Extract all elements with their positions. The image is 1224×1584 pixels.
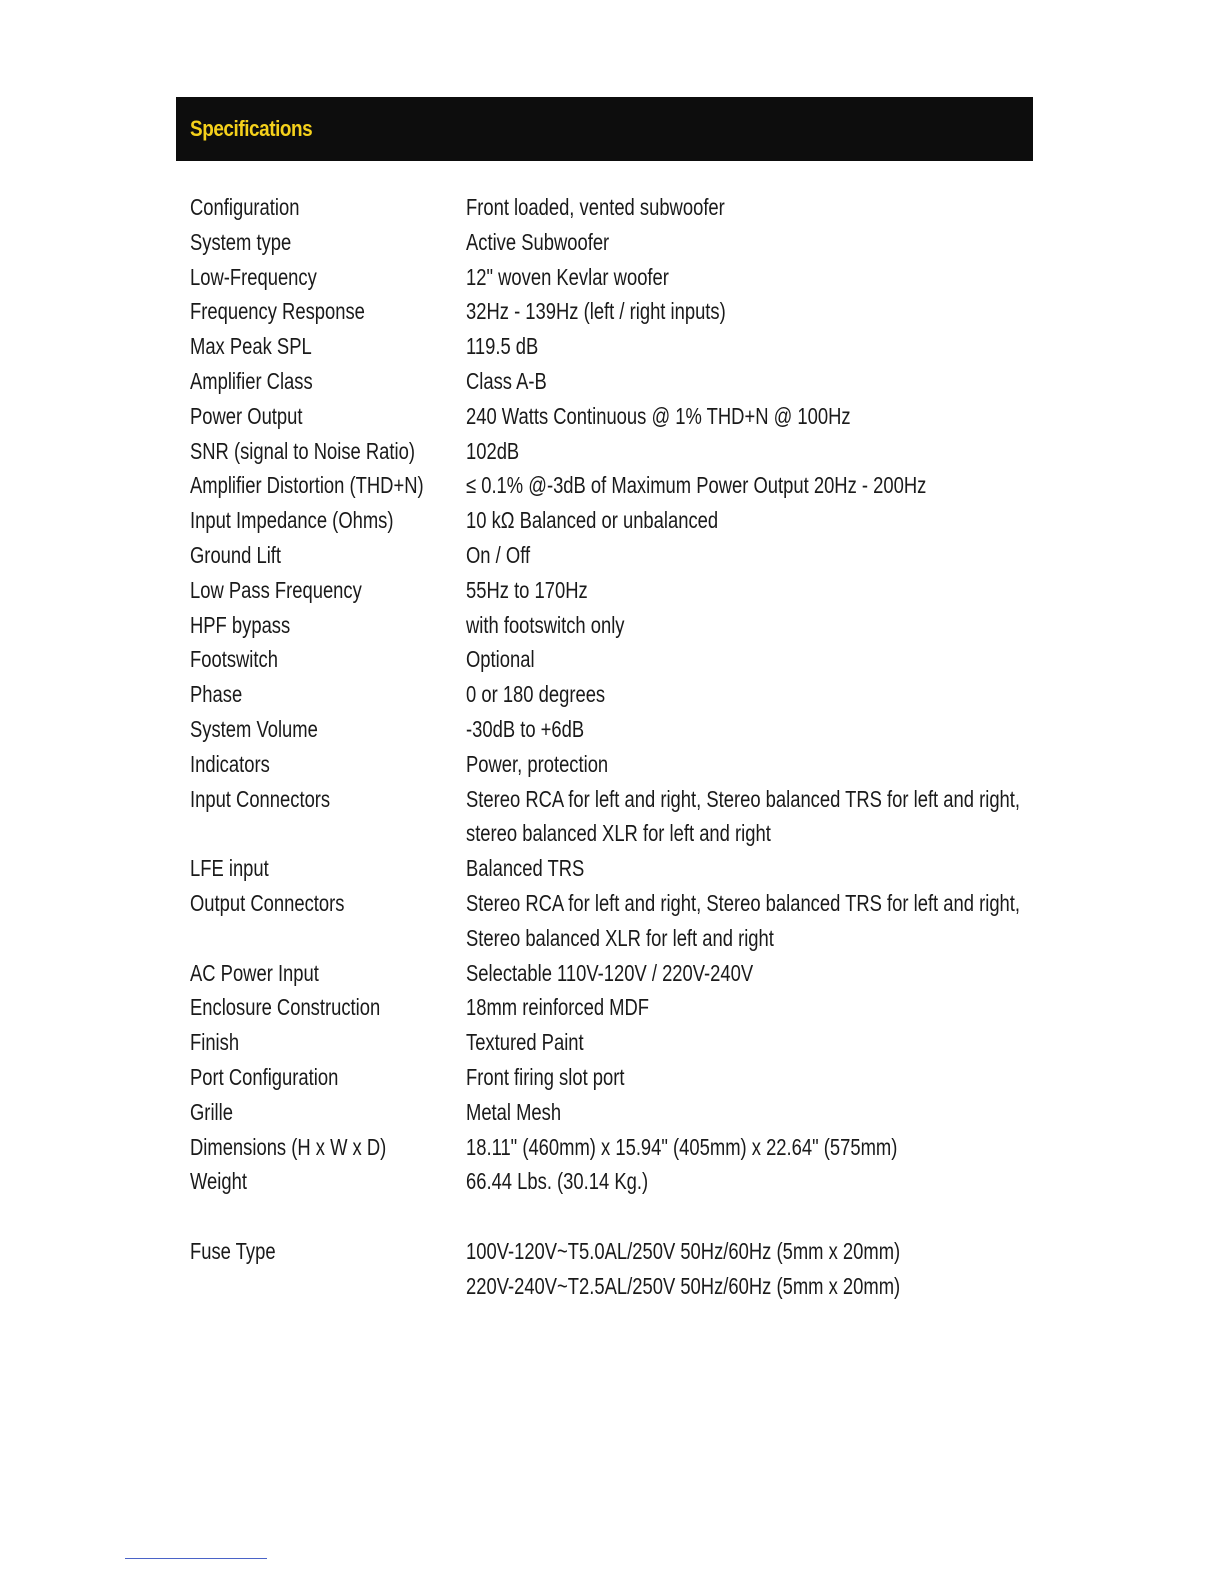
spec-label: Output Connectors <box>190 889 345 916</box>
spec-value: 119.5 dB <box>466 333 539 360</box>
spec-value: 102dB <box>466 437 520 464</box>
spec-values <box>466 399 1020 434</box>
spec-values <box>466 538 1020 573</box>
spec-value: Power, protection <box>466 750 609 777</box>
spec-values <box>466 1234 1020 1304</box>
spec-row <box>190 225 1020 260</box>
spec-value: Balanced TRS <box>466 855 585 882</box>
spec-label: SNR (signal to Noise Ratio) <box>190 437 415 464</box>
spec-row <box>190 399 1020 434</box>
spec-row <box>190 642 1020 677</box>
spec-label: Amplifier Class <box>190 367 313 394</box>
spec-row <box>190 886 1020 956</box>
spec-label: Configuration <box>190 194 300 220</box>
spec-value: 55Hz to 170Hz <box>466 576 588 603</box>
spec-value: -30dB to +6dB <box>466 715 585 742</box>
spec-values <box>466 1095 1020 1130</box>
spec-label: Enclosure Construction <box>190 994 381 1021</box>
spec-values <box>466 1025 1020 1060</box>
spec-label: Footswitch <box>190 646 278 673</box>
spec-values <box>466 712 1020 747</box>
spec-value: 18mm reinforced MDF <box>466 994 650 1021</box>
spec-row <box>190 573 1020 608</box>
spec-row <box>190 1095 1020 1130</box>
spec-value: Stereo RCA for left and right, Stereo balanced TRS for left and right, <box>466 785 1021 812</box>
spec-values <box>466 886 1159 956</box>
spec-label: AC Power Input <box>190 959 319 986</box>
spec-value: Textured Paint <box>466 1029 584 1056</box>
spec-label: System type <box>190 228 292 255</box>
spec-row <box>190 1060 1020 1095</box>
spec-value: Stereo RCA for left and right, Stereo balanced TRS for left and right, <box>466 889 1021 916</box>
spec-value: 32Hz - 139Hz (left / right inputs) <box>466 298 726 325</box>
spec-value: 220V-240V~T2.5AL/250V 50Hz/60Hz (5mm x 20mm) <box>466 1272 901 1299</box>
spec-label: HPF bypass <box>190 611 291 638</box>
spec-row <box>190 782 1020 852</box>
spec-label: Low Pass Frequency <box>190 576 362 603</box>
spec-label: Power Output <box>190 402 303 429</box>
spec-values <box>466 468 1041 503</box>
spec-values <box>466 260 1020 295</box>
spec-value: 0 or 180 degrees <box>466 681 606 708</box>
spec-label: Port Configuration <box>190 1063 339 1090</box>
spec-value: ≤ 0.1% @-3dB of Maximum Power Output 20Hz - 200Hz <box>466 472 927 499</box>
spec-row <box>190 677 1020 712</box>
spec-values <box>466 677 1020 712</box>
spec-value: Selectable 110V-120V / 220V-240V <box>466 959 754 986</box>
spec-value: Optional <box>466 646 535 673</box>
spec-row <box>190 294 1020 329</box>
spec-value: Front loaded, vented subwoofer <box>466 194 725 220</box>
spec-values <box>466 851 1020 886</box>
spec-row <box>190 503 1020 538</box>
spec-values <box>466 364 1020 399</box>
spec-label: Indicators <box>190 750 270 777</box>
spec-value: 10 kΩ Balanced or unbalanced <box>466 507 719 534</box>
spec-label: Finish <box>190 1029 240 1056</box>
spec-row <box>190 190 1020 225</box>
spec-values <box>466 294 1020 329</box>
spec-label: Max Peak SPL <box>190 333 312 360</box>
spec-values <box>466 642 1020 677</box>
spec-values <box>466 503 1020 538</box>
spec-row <box>190 364 1020 399</box>
spec-label: Grille <box>190 1098 233 1125</box>
spec-row <box>190 608 1020 643</box>
page-title: Specifications <box>190 116 313 141</box>
spec-label: Dimensions (H x W x D) <box>190 1133 387 1160</box>
spec-label: LFE input <box>190 855 269 882</box>
spec-row <box>190 1025 1020 1060</box>
spec-value: On / Off <box>466 541 531 568</box>
spec-values <box>466 225 1020 260</box>
spec-row <box>190 990 1020 1025</box>
spec-values <box>466 990 1020 1025</box>
spec-label: Weight <box>190 1168 247 1195</box>
spec-value: Stereo balanced XLR for left and right <box>466 924 774 951</box>
spec-row <box>190 434 1020 469</box>
spec-row <box>190 747 1020 782</box>
spec-label: Input Connectors <box>190 785 331 812</box>
spec-row <box>190 956 1020 991</box>
specifications-header-bar <box>176 97 1033 161</box>
spec-label: System Volume <box>190 715 318 742</box>
spec-row <box>190 712 1020 747</box>
spec-label: Low-Frequency <box>190 263 317 290</box>
spec-value: Active Subwoofer <box>466 228 610 255</box>
spec-value: stereo balanced XLR for left and right <box>466 820 771 847</box>
spec-row <box>190 1234 1020 1304</box>
spec-label: Frequency Response <box>190 298 365 325</box>
spec-values <box>466 747 1020 782</box>
spec-values <box>466 1130 1020 1165</box>
spec-row <box>190 1130 1020 1165</box>
spec-values <box>466 573 1020 608</box>
spec-value: 66.44 Lbs. (30.14 Kg.) <box>466 1168 649 1195</box>
spec-row <box>190 851 1020 886</box>
spec-label: Ground Lift <box>190 541 282 568</box>
spec-values <box>466 329 1020 364</box>
footer-rule <box>125 1558 267 1559</box>
spec-values <box>466 956 1020 991</box>
spec-value: 100V-120V~T5.0AL/250V 50Hz/60Hz (5mm x 20mm) <box>466 1238 901 1265</box>
spec-label: Fuse Type <box>190 1238 276 1265</box>
spec-values <box>466 1060 1020 1095</box>
spec-row <box>190 468 1020 503</box>
spec-values <box>466 1164 1020 1199</box>
spec-row <box>190 260 1020 295</box>
spec-value: with footswitch only <box>466 611 625 638</box>
specifications-table <box>190 190 1020 1304</box>
spec-value: Front firing slot port <box>466 1063 625 1090</box>
spec-values <box>466 434 1020 469</box>
spec-value: Metal Mesh <box>466 1098 562 1125</box>
spec-value: Class A-B <box>466 367 547 394</box>
spec-row <box>190 538 1020 573</box>
spec-label: Input Impedance (Ohms) <box>190 507 394 534</box>
spec-values <box>466 608 1020 643</box>
spec-row <box>190 329 1020 364</box>
spec-values <box>466 782 1159 852</box>
spec-label: Phase <box>190 681 243 708</box>
spec-value: 240 Watts Continuous @ 1% THD+N @ 100Hz <box>466 402 851 429</box>
spec-values <box>466 190 1020 225</box>
spec-value: 12" woven Kevlar woofer <box>466 263 669 290</box>
spec-row <box>190 1164 1020 1199</box>
spec-label: Amplifier Distortion (THD+N) <box>190 472 424 499</box>
spec-value: 18.11" (460mm) x 15.94" (405mm) x 22.64" (575mm) <box>466 1133 898 1160</box>
